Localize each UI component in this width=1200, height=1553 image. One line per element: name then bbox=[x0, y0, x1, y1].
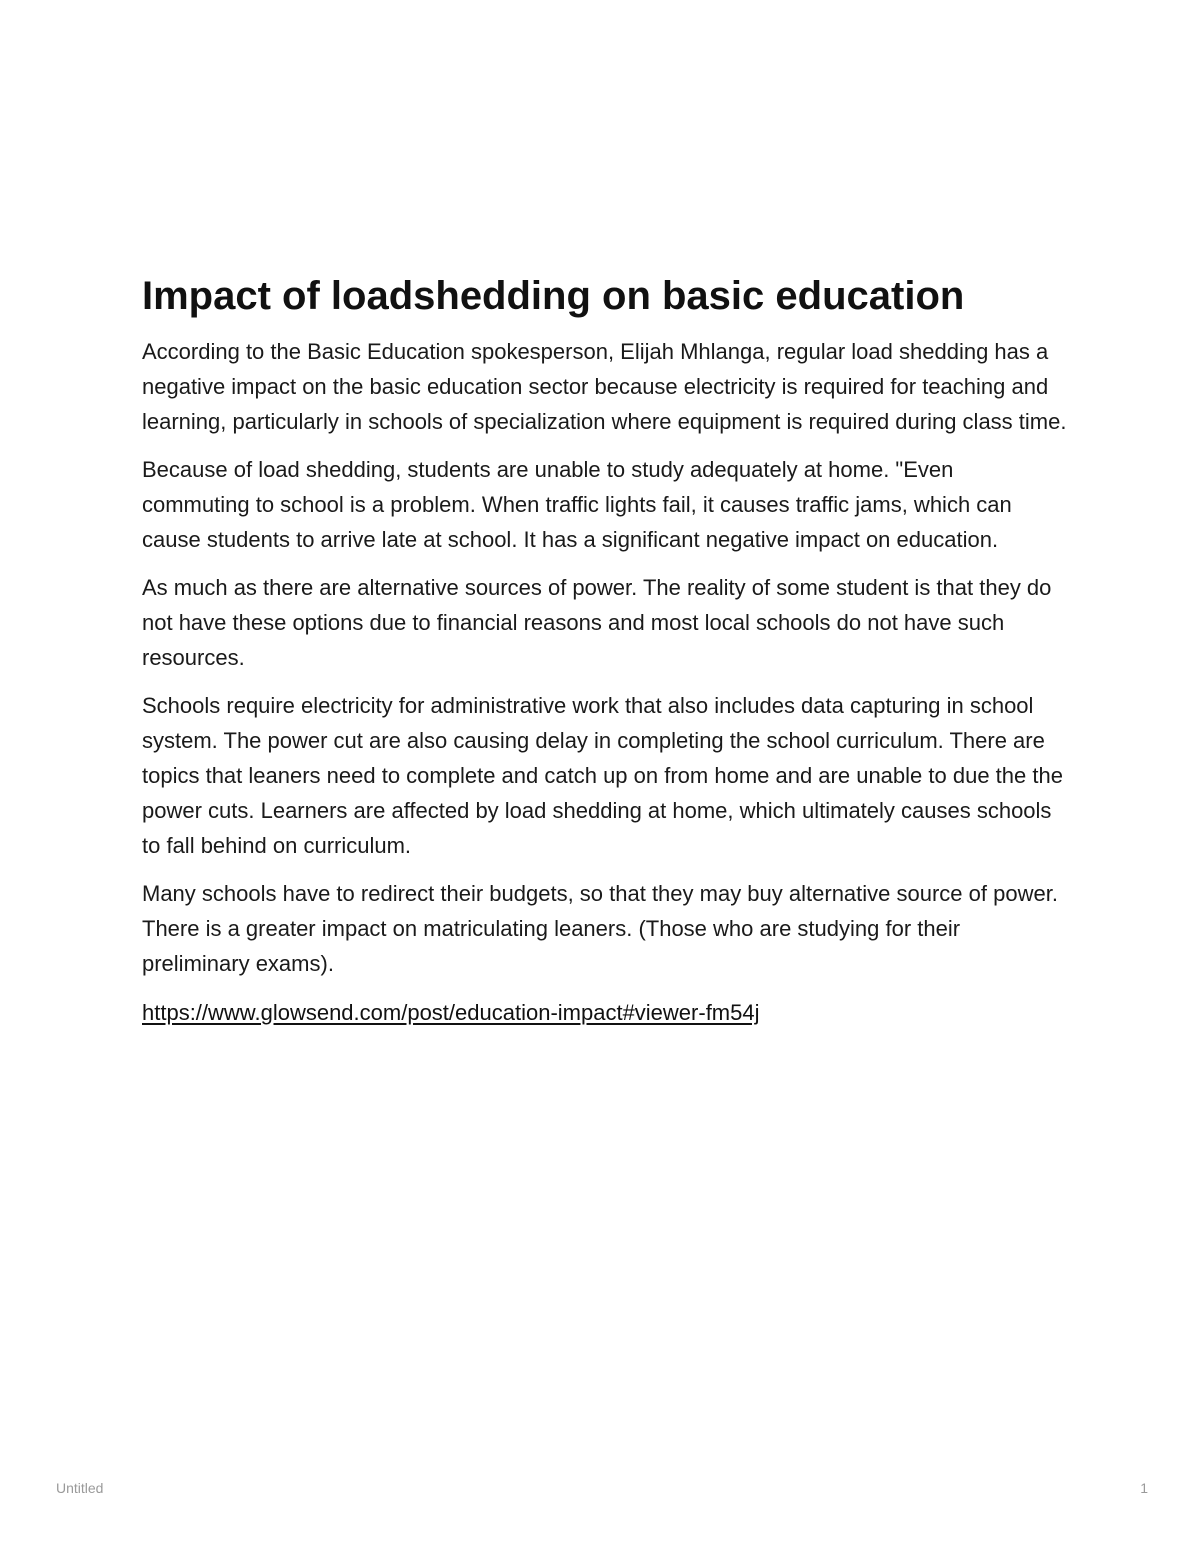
footer-page-number: 1 bbox=[1140, 1480, 1148, 1496]
footer-document-name: Untitled bbox=[56, 1480, 104, 1496]
page-title: Impact of loadshedding on basic education bbox=[142, 274, 965, 318]
source-link[interactable]: https://www.glowsend.com/post/education-impact#viewer-fm54j bbox=[142, 1000, 760, 1025]
document-body bbox=[142, 272, 1067, 1030]
paragraph-4: Schools require electricity for administrative work that also includes data capturing in school system. The power cut are also causing delay in completing the school curriculum. There are topics that leaners need to complete and catch up on from home and are unable to due the the power cuts. Learners are affected by load shedding at home, which ultimately causes schools to fall behind on curriculum. bbox=[142, 693, 1063, 858]
paragraph-2: Because of load shedding, students are unable to study adequately at home. "Even commuting to school is a problem. When traffic lights fail, it causes traffic jams, which can cause students to arrive late at school. It has a significant negative impact on education. bbox=[142, 457, 1012, 552]
paragraph-5: Many schools have to redirect their budgets, so that they may buy alternative source of power. There is a greater impact on matriculating leaners. (Those who are studying for their preliminary exams). bbox=[142, 881, 1058, 976]
paragraph-3: As much as there are alternative sources of power. The reality of some student is that they do not have these options due to financial reasons and most local schools do not have such resources. bbox=[142, 575, 1052, 670]
paragraph-1: According to the Basic Education spokesperson, Elijah Mhlanga, regular load shedding has a negative impact on the basic education sector because electricity is required for teaching and learning, particularly in schools of specialization where equipment is required during class time. bbox=[142, 339, 1067, 434]
